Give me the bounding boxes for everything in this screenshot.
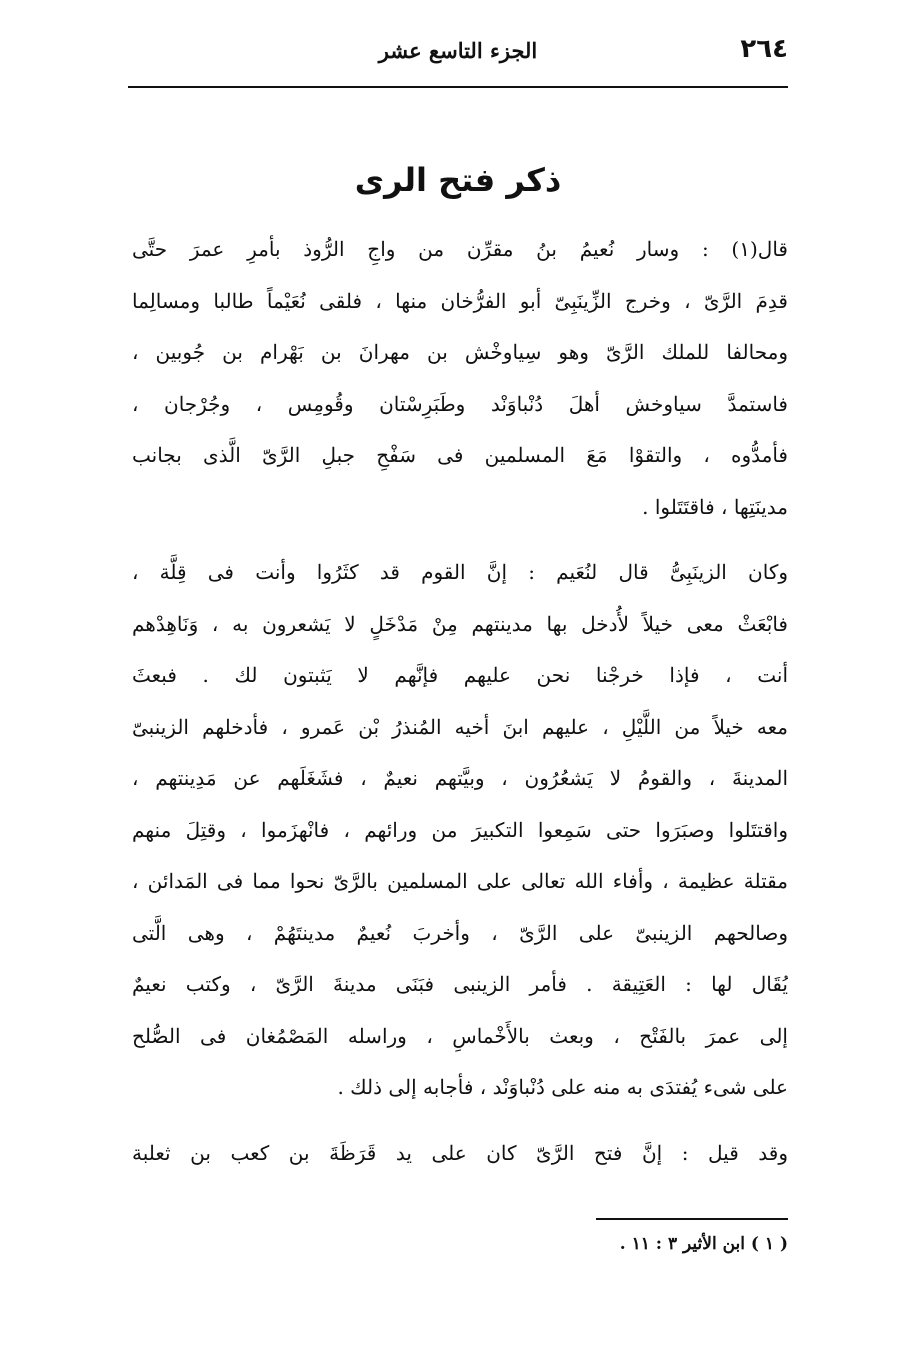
page-number: ٢٦٤ [740, 34, 788, 64]
paragraph-1 [132, 224, 788, 533]
footnote-rule [596, 1218, 788, 1220]
text-line: على شىء يُفتدَى به منه على دُنْباوَنْد ، فأجابه إلى ذلك . [337, 1075, 788, 1099]
text-line: إلى عمرَ بالفَتْح ، وبعث بالأَخْماسِ ، وراسله المَصْمُغان فى الصُّلح [132, 1023, 788, 1048]
paragraph-2 [132, 547, 788, 1114]
text-line: قدِمَ الرَّىّ ، وخرج الزِّينَبِىّ أبو الفرُّخان منها ، فلقى نُعَيْماً طالبا ومسالِما [132, 288, 788, 313]
text-line: مدينَتِها ، فاقتَتَلوا . [642, 494, 788, 519]
paragraph-3 [132, 1128, 788, 1180]
running-head [128, 34, 788, 74]
text-line: المدينةَ ، والقومُ لا يَشعُرُون ، وبيَّتهم نعيمٌ ، فشَغَلَهم عن مَدِينتهم ، [132, 766, 788, 790]
part-title: الجزء التاسع عشر [378, 38, 538, 63]
text-line: وقد قيل : إنَّ فتح الرَّىّ كان على يد قَرَظَةَ بن كعب بن ثعلبة [132, 1140, 788, 1165]
text-line: واقتتَلوا وصبَرَوا حتى سَمِعوا التكبيرَ من ورائهم ، فانْهزَموا ، وقتِلَ منهم [132, 817, 788, 842]
text-line: فاستمدَّ سياوخش أهلَ دُنْباوَنْد وطَبَرِسْتان وقُومِس ، وجُرْجان ، [132, 391, 788, 416]
text-line: فابْعَثْ معى خيلاً لأُدخل بها مدينتهم مِنْ مَدْخَلٍ لا يَشعرون به ، وَنَاهِدْهم [132, 611, 788, 636]
text-line: قال(١) : وسار نُعيمُ بنُ مقرِّن من واجِ الرُّوذ بأمرِ عمرَ حتَّى [132, 237, 788, 261]
text-line: معه خيلاً من اللَّيْلِ ، عليهم ابنَ أخيه المُنذرُ بْن عَمرو ، فأدخلهم الزينبىّ [132, 714, 788, 739]
body-text [132, 224, 788, 1179]
text-line: مقتلة عظيمة ، وأفاء الله تعالى على المسلمين بالرَّىّ نحوا مما فى المَدائن ، [132, 869, 788, 893]
text-line: ومحالفا للملك الرَّىّ وهو سِياوخْش بن مهرانَ بن بَهْرام بن جُوبين ، [132, 340, 788, 364]
chapter-title: ذكر فتح الرى [354, 161, 562, 200]
text-line: وكان الزينَبِىُّ قال لنُعَيم : إنَّ القوم قد كثَرُوا وأنت فى قِلَّة ، [132, 560, 788, 584]
footnote: ( ١ ) ابن الأثير ٣ : ١١ . [619, 1234, 788, 1254]
text-line: فأمدُّوه ، والتقوْا مَعَ المسلمين فى سَفْحِ جبلِ الرَّىّ الَّذى بجانب [132, 443, 788, 467]
header-rule [128, 86, 788, 88]
text-line: وصالحهم الزينبىّ على الرَّىّ ، وأخربَ نُعيمٌ مدينتَهُمْ ، وهى الَّتى [132, 920, 788, 945]
text-line: أنت ، فإذا خرجْنا نحن عليهم فإنَّهم لا يَثبتون لك . فبعثَ [132, 663, 788, 687]
text-line: يُقَال لها : العَتِيقة . فأمر الزينبى فبَنَى مدينةَ الرَّىّ ، وكتب نعيمٌ [132, 972, 788, 996]
